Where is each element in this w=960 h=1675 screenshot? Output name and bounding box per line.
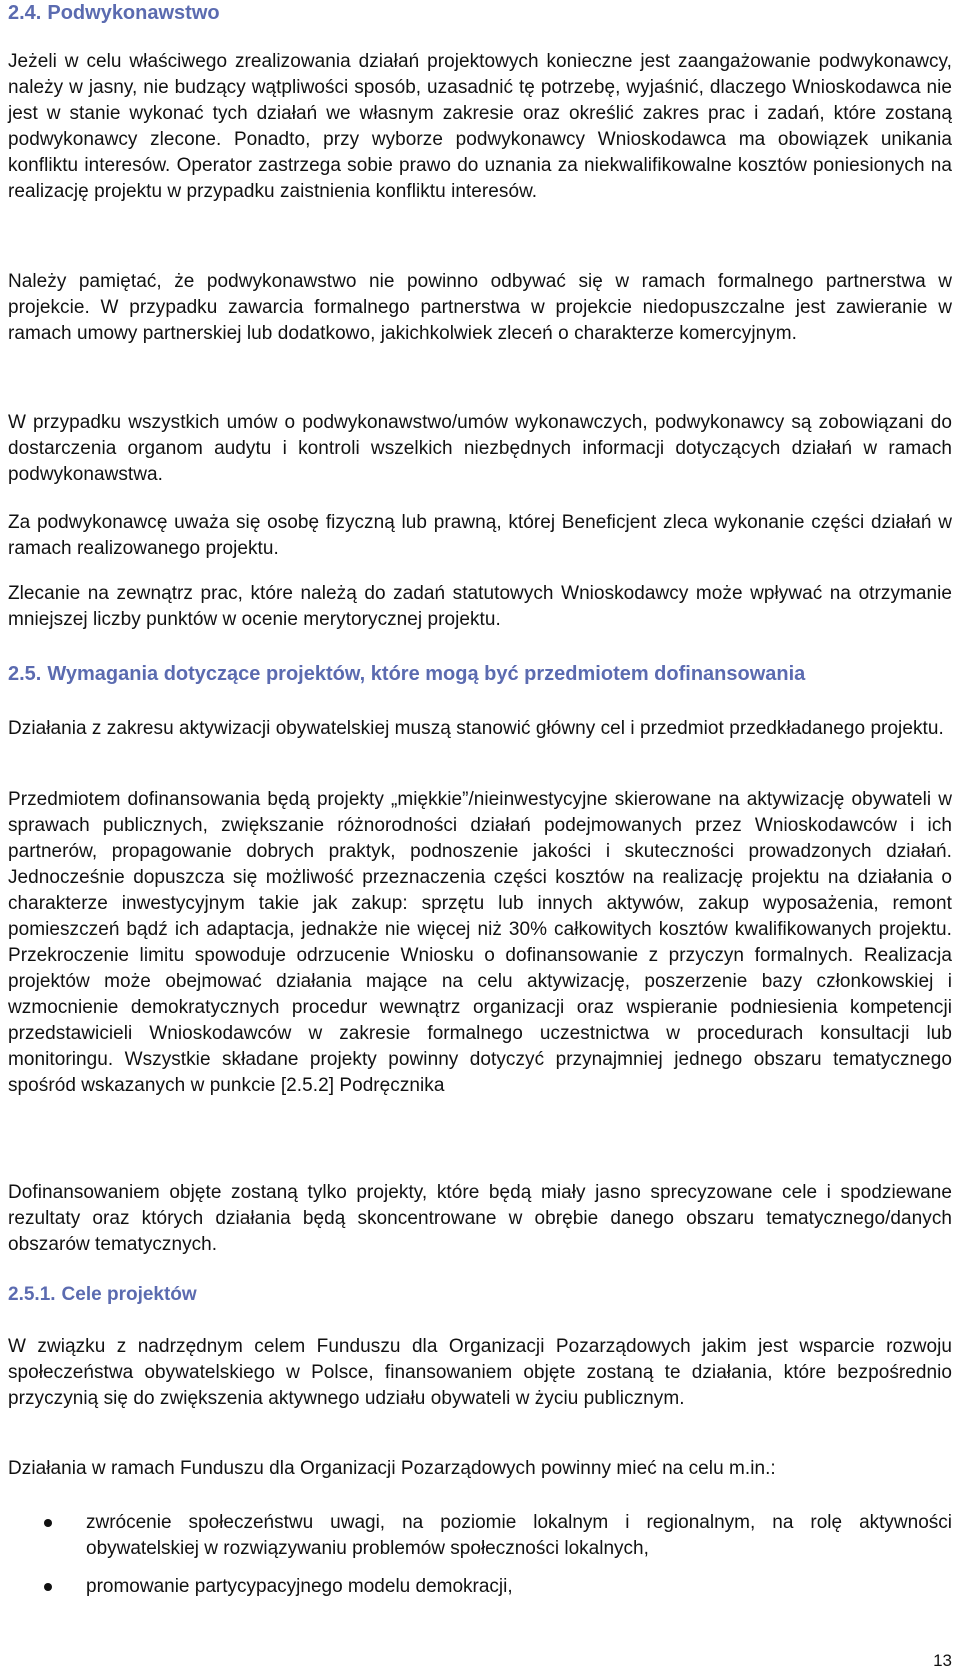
paragraph: Działania w ramach Funduszu dla Organizacji Pozarządowych powinny mieć na celu m.in.: (8, 1458, 776, 1479)
paragraph: Działania z zakresu aktywizacji obywatelskiej muszą stanowić główny cel i przedmiot przedkładanego projektu. (8, 718, 944, 739)
section-title: Podwykonawstwo (47, 2, 220, 24)
list-item-text: zwrócenie społeczeństwu uwagi, na poziomie lokalnym i regionalnym, na rolę aktywności obywatelskiej w rozwiązywaniu problemów społeczności lokalnych, (86, 1512, 952, 1559)
section-number: 2.4. (8, 2, 42, 24)
bullet-icon (44, 1519, 52, 1527)
section-heading-2-5 (8, 661, 805, 687)
page-number: 13 (933, 1651, 952, 1670)
paragraph: W przypadku wszystkich umów o podwykonawstwo/umów wykonawczych, podwykonawcy są zobowiązani do dostarczenia organom audytu i kontroli wszelkich niezbędnych informacji dotyczących działań w ramach podwykonawstwa. (8, 412, 952, 485)
section-heading-2-5-1 (8, 1282, 197, 1308)
bullet-list (8, 1510, 952, 1600)
list-item-text: promowanie partycypacyjnego modelu demokracji, (86, 1576, 513, 1597)
list-item (8, 1510, 952, 1562)
bullet-icon (44, 1583, 52, 1591)
section-heading-2-4 (8, 0, 220, 26)
section-number: 2.5.1. (8, 1284, 56, 1305)
paragraph: Dofinansowaniem objęte zostaną tylko projekty, które będą miały jasno sprecyzowane cele i spodziewane rezultaty oraz których działania będą skoncentrowane w obrębie danego obszaru tematycznego/danych obszarów tematycznych. (8, 1182, 952, 1255)
section-title: Cele projektów (61, 1284, 197, 1305)
paragraph: Zlecanie na zewnątrz prac, które należą do zadań statutowych Wnioskodawcy może wpływać na otrzymanie mniejszej liczby punktów w ocenie merytorycznej projektu. (8, 583, 952, 630)
list-item (8, 1574, 952, 1600)
paragraph: Należy pamiętać, że podwykonawstwo nie powinno odbywać się w ramach formalnego partnerstwa w projekcie. W przypadku zawarcia formalnego partnerstwa w projekcie niedopuszczalne jest zawieranie w ramach umowy partnerskiej lub dodatkowo, jakichkolwiek zleceń o charakterze komercyjnym. (8, 271, 952, 344)
paragraph: Jeżeli w celu właściwego zrealizowania działań projektowych konieczne jest zaangażowanie podwykonawcy, należy w jasny, nie budzący wątpliwości sposób, uzasadnić tę potrzebę, wyjaśnić, dlaczego Wnioskodawca nie jest w stanie wykonać tych działań we własnym zakresie oraz określić zakres prac i zadań, które zostaną podwykonawcy zlecone. Ponadto, przy wyborze podwykonawcy Wnioskodawca ma obowiązek unikania konfliktu interesów. Operator zastrzega sobie prawo do uznania za niekwalifikowalne kosztów poniesionych na realizację projektu w przypadku zaistnienia konfliktu interesów. (8, 51, 952, 202)
paragraph: Przedmiotem dofinansowania będą projekty „miękkie”/nieinwestycyjne skierowane na aktywizację obywateli w sprawach publicznych, zwiększanie różnorodności działań podejmowanych przez Wnioskodawców i ich partnerów, propagowanie dobrych praktyk, podnoszenie jakości i skuteczności prowadzonych działań. Jednocześnie dopuszcza się możliwość przeznaczenia części kosztów na realizację projektu na działania o charakterze inwestycyjnym takie jak zakup: sprzętu lub innych aktywów, zakup wyposażenia, remont pomieszczeń bądź ich adaptacja, jednakże nie więcej niż 30% całkowitych kosztów kwalifikowanych projektu. Przekroczenie limitu spowoduje odrzucenie Wniosku o dofinansowanie z przyczyn formalnych. Realizacja projektów może obejmować działania mające na celu aktywizację, poszerzenie bazy członkowskiej i wzmocnienie demokratycznych procedur wewnątrz organizacji oraz wspieranie podniesienia kompetencji przedstawicieli Wnioskodawców w zakresie formalnego uczestnictwa w procedurach konsultacji lub monitoringu. Wszystkie składane projekty powinny dotyczyć przynajmniej jednego obszaru tematycznego spośród wskazanych w punkcie [2.5.2] Podręcznika (8, 789, 952, 1096)
section-number: 2.5. (8, 663, 42, 685)
paragraph: Za podwykonawcę uważa się osobę fizyczną lub prawną, której Beneficjent zleca wykonanie części działań w ramach realizowanego projektu. (8, 512, 952, 559)
section-title: Wymagania dotyczące projektów, które mogą być przedmiotem dofinansowania (47, 663, 806, 685)
paragraph: W związku z nadrzędnym celem Funduszu dla Organizacji Pozarządowych jakim jest wsparcie rozwoju społeczeństwa obywatelskiego w Polsce, finansowaniem objęte zostaną te działania, które bezpośrednio przyczynią się do zwiększenia aktywnego udziału obywateli w życiu publicznym. (8, 1336, 952, 1409)
